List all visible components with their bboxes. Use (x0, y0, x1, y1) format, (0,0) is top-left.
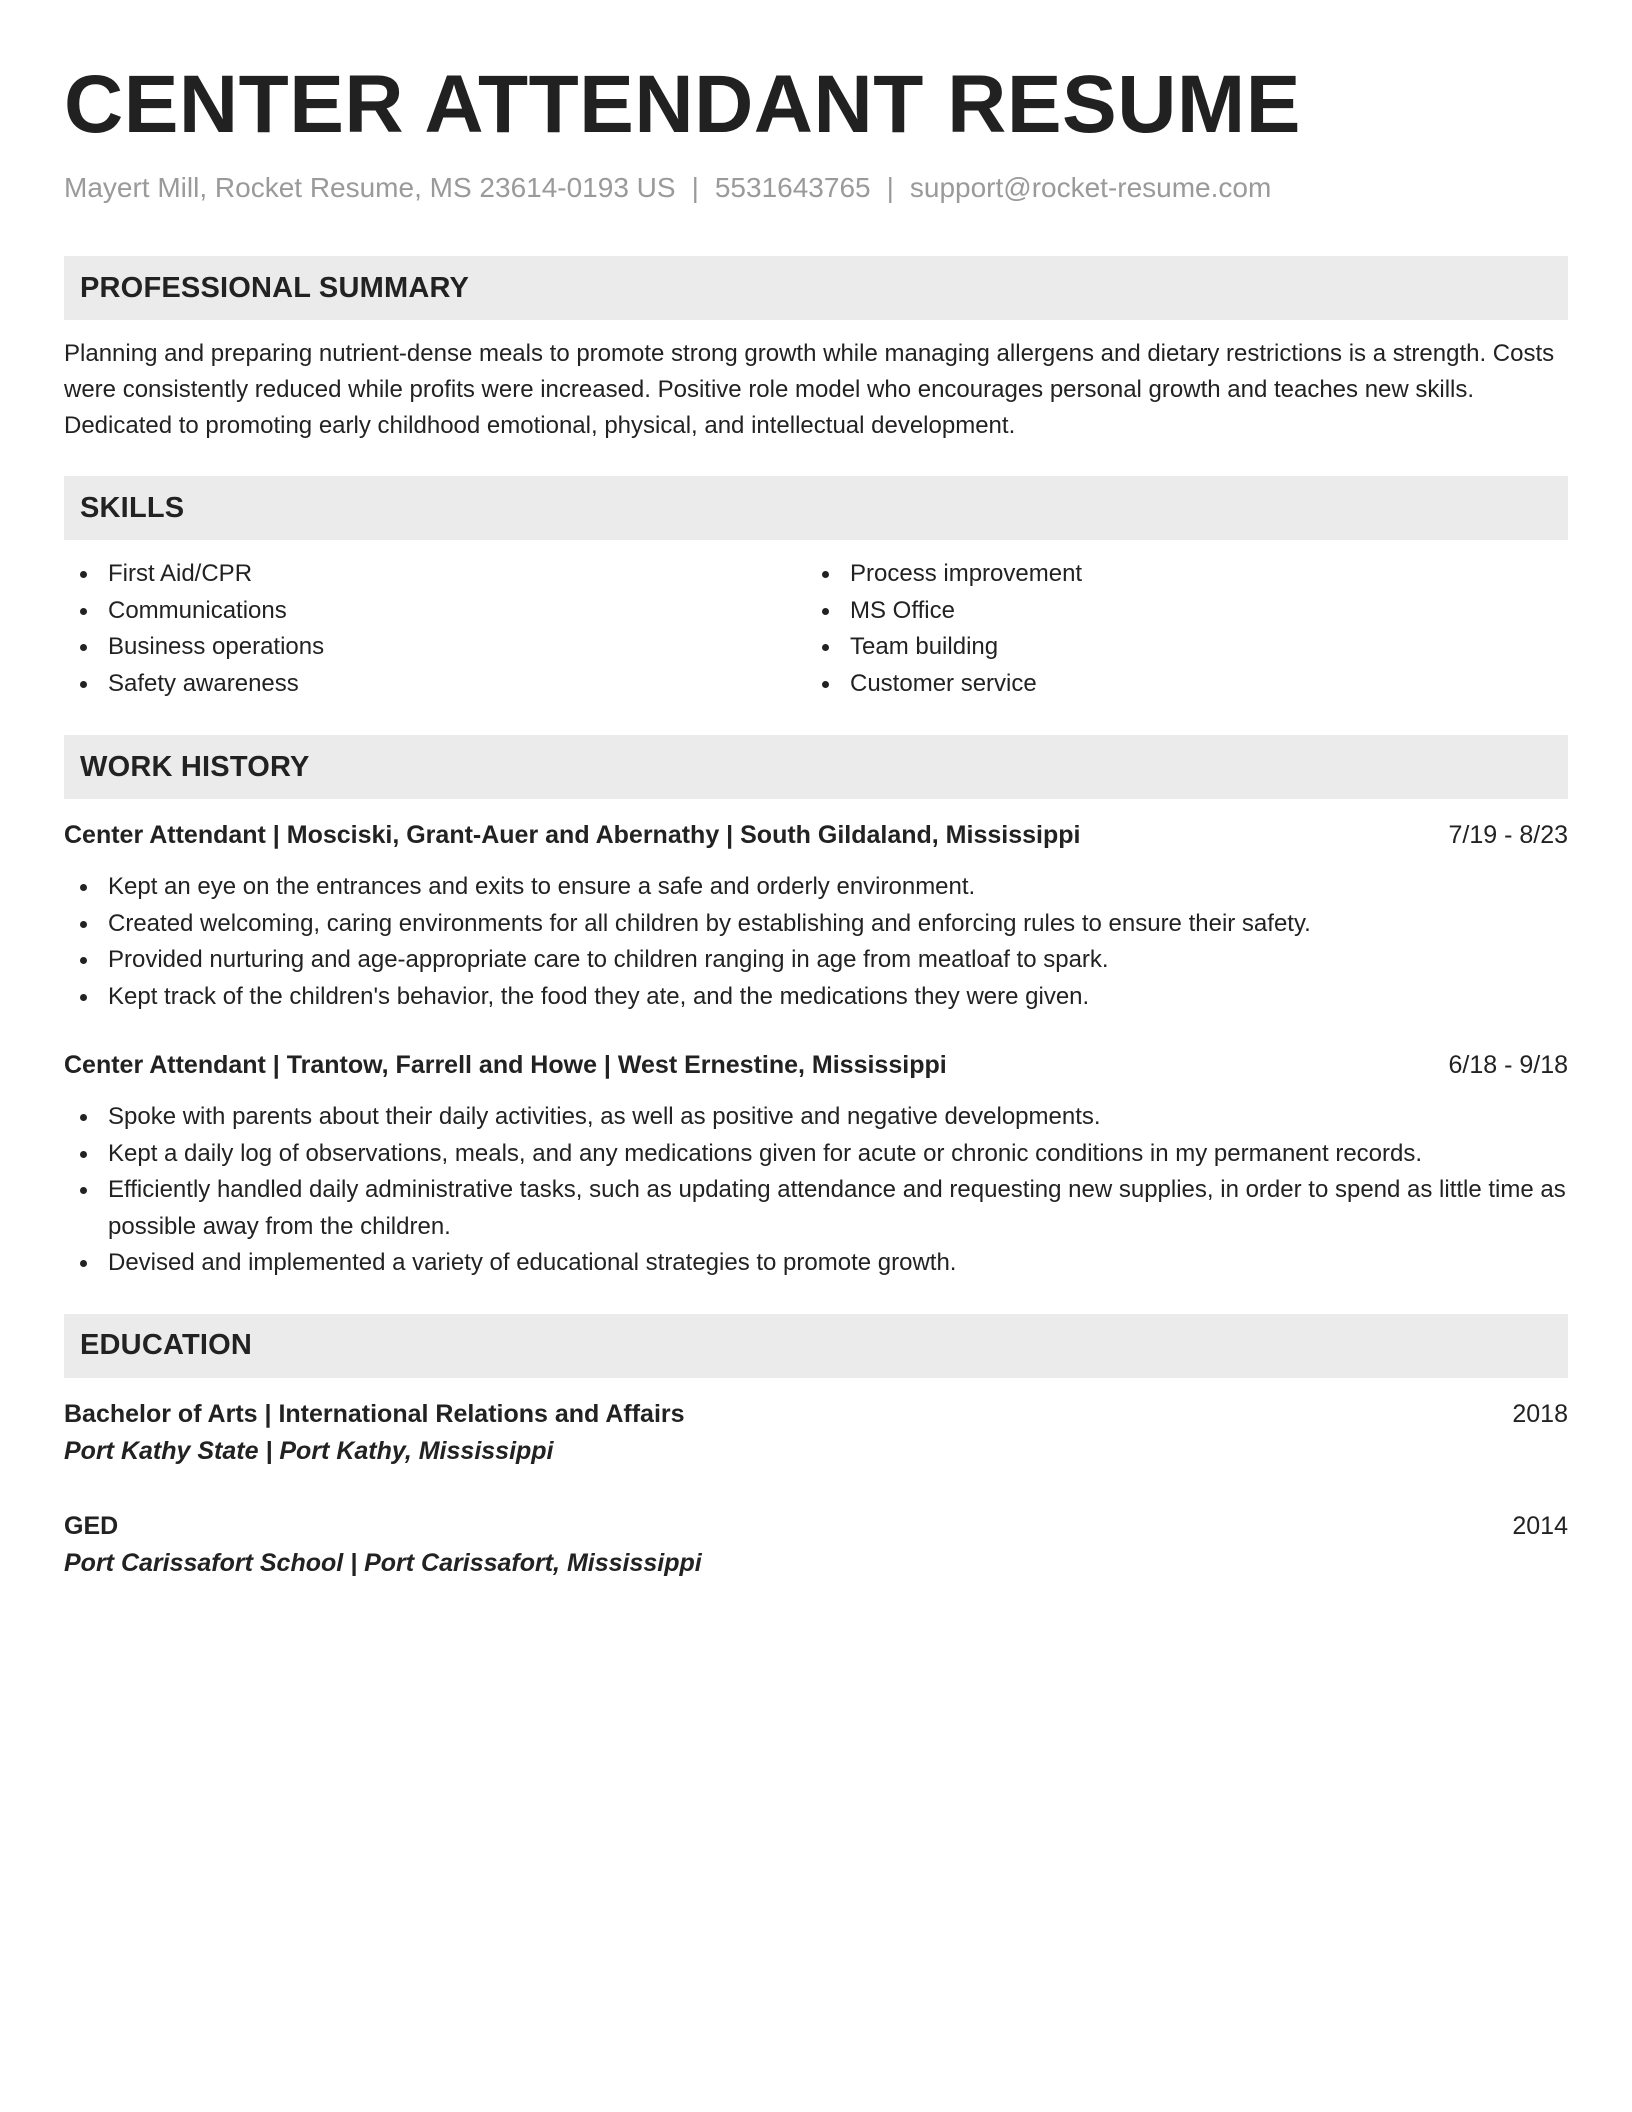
job-title: Center Attendant | Mosciski, Grant-Auer and Abernathy | South Gildaland, Mississippi (64, 821, 1081, 849)
job-bullet: Provided nurturing and age-appropriate care to children ranging in age from meatloaf to spark. (64, 942, 1568, 979)
job-bullets (64, 869, 1568, 1015)
job-title: Center Attendant | Trantow, Farrell and Howe | West Ernestine, Mississippi (64, 1051, 947, 1079)
contact-email[interactable]: support@rocket-resume.com (909, 172, 1272, 203)
job-bullet: Kept track of the children's behavior, the food they ate, and the medications they were given. (64, 979, 1568, 1016)
skill-item: Communications (64, 593, 806, 630)
summary-heading: PROFESSIONAL SUMMARY (64, 256, 1568, 320)
contact-address: Mayert Mill, Rocket Resume, MS 23614-0193 US (64, 172, 676, 203)
education-year: 2018 (1512, 1399, 1568, 1428)
skills-column-right (806, 556, 1548, 702)
skills-heading: SKILLS (64, 476, 1568, 540)
education-header (64, 1396, 1568, 1432)
education-entry (64, 1508, 1568, 1582)
contact-separator: | (886, 172, 894, 203)
skills-column-left (64, 556, 806, 702)
job-entry (64, 1047, 1568, 1282)
skill-item: First Aid/CPR (64, 556, 806, 593)
job-bullet: Created welcoming, caring environments for all children by establishing and enforcing rules to ensure their safety. (64, 906, 1568, 943)
job-bullet: Kept an eye on the entrances and exits to ensure a safe and orderly environment. (64, 869, 1568, 906)
education-degree: GED (64, 1511, 119, 1540)
skill-item: Process improvement (806, 556, 1548, 593)
education-year: 2014 (1512, 1511, 1568, 1540)
skill-item: Safety awareness (64, 666, 806, 703)
job-entry (64, 817, 1568, 1015)
job-dates: 6/18 - 9/18 (1448, 1051, 1568, 1079)
job-bullet: Spoke with parents about their daily activities, as well as positive and negative developments. (64, 1099, 1568, 1136)
work-history-heading: WORK HISTORY (64, 735, 1568, 799)
skill-item: Customer service (806, 666, 1548, 703)
job-bullet: Devised and implemented a variety of educational strategies to promote growth. (64, 1245, 1568, 1282)
summary-text: Planning and preparing nutrient-dense meals to promote strong growth while managing allergens and dietary restrictions is a strength. Costs were consistently reduced while profits were increased. Positive role model who encourages personal growth and teaches new skills. Dedicated to promoting early childhood emotional, physical, and intellectual development. (64, 340, 1555, 439)
education-header (64, 1508, 1568, 1544)
job-bullet: Kept a daily log of observations, meals, and any medications given for acute or chronic conditions in my permanent records. (64, 1136, 1568, 1173)
education-school: Port Kathy State | Port Kathy, Mississippi (64, 1436, 554, 1465)
education-degree: Bachelor of Arts | International Relations and Affairs (64, 1399, 685, 1428)
contact-line (64, 170, 1568, 206)
job-bullets (64, 1099, 1568, 1282)
job-header (64, 817, 1568, 853)
job-dates: 7/19 - 8/23 (1448, 821, 1568, 849)
skill-item: Team building (806, 629, 1548, 666)
skill-item: MS Office (806, 593, 1548, 630)
education-school: Port Carissafort School | Port Carissafort, Mississippi (64, 1548, 702, 1577)
resume-title: CENTER ATTENDANT RESUME (64, 59, 1301, 150)
contact-separator: | (691, 172, 699, 203)
job-header (64, 1047, 1568, 1083)
education-heading: EDUCATION (64, 1314, 1568, 1378)
skills-list (64, 556, 1568, 702)
skill-item: Business operations (64, 629, 806, 666)
education-entry (64, 1396, 1568, 1470)
job-bullet: Efficiently handled daily administrative tasks, such as updating attendance and requesting new supplies, in order to spend as little time as possible away from the children. (64, 1172, 1568, 1245)
contact-phone: 5531643765 (714, 172, 871, 203)
